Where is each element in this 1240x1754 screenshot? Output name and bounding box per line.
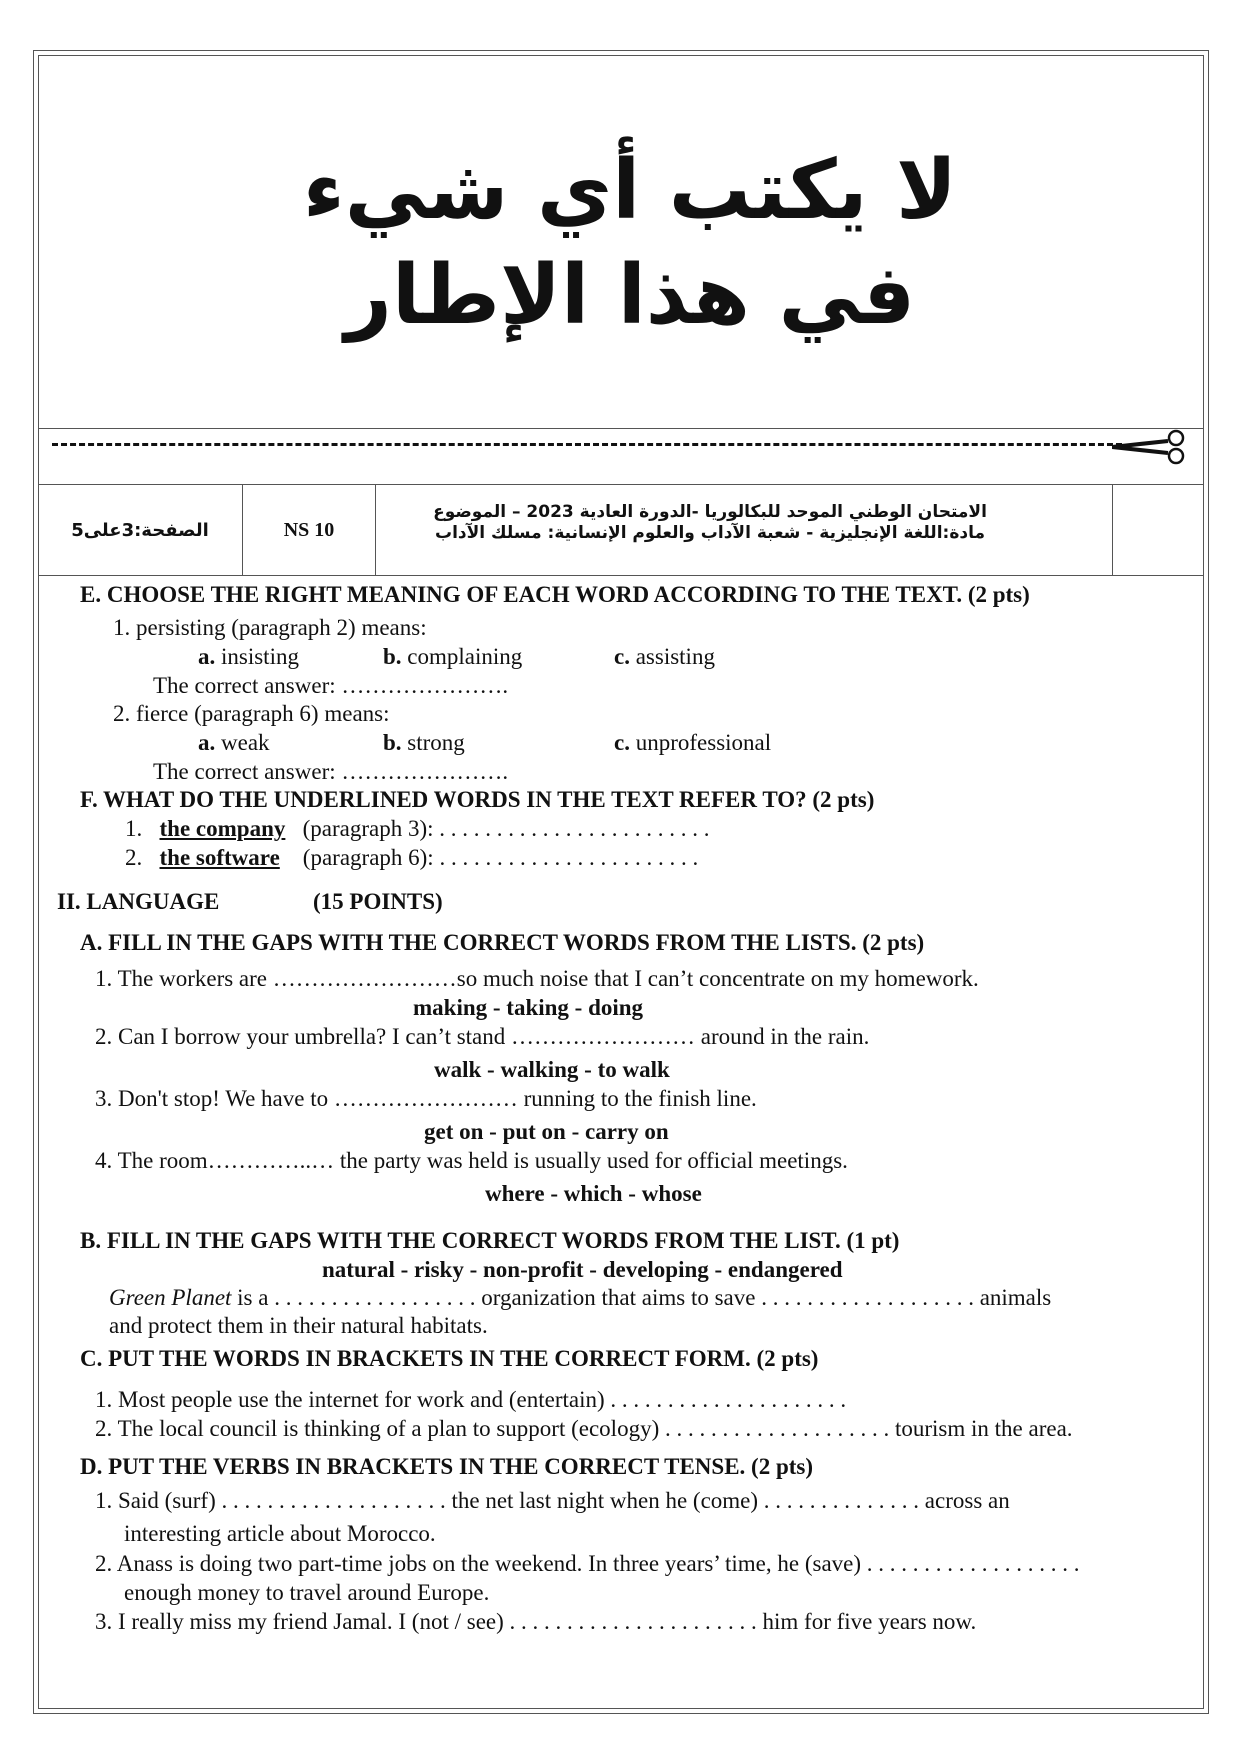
section-c-item-1: 1. Most people use the internet for work and (entertain) . . . . . . . . . . . . . . . . . . . . . (95, 1387, 847, 1412)
language-heading: II. LANGUAGE (57, 889, 220, 914)
section-e-q1-option-c: c. assisting (614, 644, 715, 669)
section-e-heading: E. CHOOSE THE RIGHT MEANING OF EACH WORD ACCORDING TO THE TEXT. (2 pts) (80, 582, 1030, 607)
header-table-top (38, 484, 1204, 485)
section-e-q2-option-b: b. strong (383, 730, 465, 755)
section-f-heading: F. WHAT DO THE UNDERLINED WORDS IN THE TEXT REFER TO? (2 pts) (80, 787, 875, 812)
warning-box-bottom (38, 428, 1204, 429)
section-a-options-3: get on - put on - carry on (424, 1119, 669, 1144)
section-a-options-2: walk - walking - to walk (434, 1057, 670, 1082)
section-a-sentence-4: 4. The room…………..… the party was held is usually used for official meetings. (95, 1148, 848, 1173)
cut-line (52, 443, 1122, 446)
section-a-sentence-2: 2. Can I borrow your umbrella? I can’t stand …………………… around in the rain. (95, 1024, 870, 1049)
section-d-line-4: enough money to travel around Europe. (124, 1580, 490, 1605)
warning-line-1: لا يكتب أي شيء (302, 143, 958, 238)
warning-line-2: في هذا الإطار (344, 248, 916, 343)
section-c-heading: C. PUT THE WORDS IN BRACKETS IN THE CORRECT FORM. (2 pts) (80, 1346, 819, 1371)
section-c-item-2: 2. The local council is thinking of a plan to support (ecology) . . . . . . . . . . . . . . . . . . . . tourism in the area. (95, 1416, 1073, 1441)
section-e-q1-option-a: a. insisting (198, 644, 299, 669)
section-e-q2-option-a: a. weak (198, 730, 270, 755)
section-e-q2: 2. fierce (paragraph 6) means: (113, 701, 390, 726)
exam-title (380, 502, 1040, 545)
section-b-options: natural - risky - non-profit - developing - endangered (322, 1257, 843, 1282)
section-b-line-1: Green Planet is a . . . . . . . . . . . . . . . . . . organization that aims to save . . . . . . . . . . . . . . . . . . . animals (109, 1285, 1052, 1310)
section-a-sentence-1: 1. The workers are ……………………so much noise that I can’t concentrate on my homework. (95, 966, 979, 991)
section-e-q1: 1. persisting (paragraph 2) means: (113, 615, 427, 640)
section-a-options-1: making - taking - doing (413, 995, 644, 1020)
header-table-bottom (38, 575, 1204, 576)
section-d-line-5: 3. I really miss my friend Jamal. I (not / see) . . . . . . . . . . . . . . . . . . . . . . him for five years now. (95, 1609, 977, 1634)
page-number: الصفحة:3على5 (71, 519, 209, 541)
exam-code: NS 10 (283, 518, 335, 541)
section-b-line-2: and protect them in their natural habitats. (109, 1313, 488, 1338)
section-e-q2-answer: The correct answer: …………………. (153, 759, 509, 784)
scissors-icon (1112, 427, 1192, 467)
header-divider-2 (375, 484, 376, 575)
exam-title-line-1: الامتحان الوطني الموحد للبكالوريا -الدورة العادية 2023 – الموضوع (433, 502, 987, 522)
header-divider-1 (242, 484, 243, 575)
section-a-heading: A. FILL IN THE GAPS WITH THE CORRECT WORDS FROM THE LISTS. (2 pts) (80, 930, 925, 955)
section-e-q2-option-c: c. unprofessional (614, 730, 772, 755)
section-d-heading: D. PUT THE VERBS IN BRACKETS IN THE CORRECT TENSE. (2 pts) (80, 1454, 814, 1479)
exam-title-line-2: مادة:اللغة الإنجليزية - شعبة الآداب والعلوم الإنسانية: مسلك الآداب (434, 523, 985, 544)
section-e-q1-answer: The correct answer: …………………. (153, 673, 509, 698)
header-divider-3 (1112, 484, 1113, 575)
section-d-line-1: 1. Said (surf) . . . . . . . . . . . . . . . . . . . . the net last night when he (come) . . . . . . . . . . . . . . across an (95, 1488, 1010, 1513)
section-d-line-3: 2. Anass is doing two part-time jobs on the weekend. In three years’ time, he (save) . . . . . . . . . . . . . . . . . . . (95, 1551, 1080, 1576)
section-f-item-1: 1. the company (paragraph 3): . . . . . . . . . . . . . . . . . . . . . . . . (125, 816, 710, 841)
section-f-item-2: 2. the software (paragraph 6): . . . . . . . . . . . . . . . . . . . . . . . (125, 845, 699, 870)
section-d-line-2: interesting article about Morocco. (124, 1521, 436, 1546)
section-a-sentence-3: 3. Don't stop! We have to …………………… running to the finish line. (95, 1086, 757, 1111)
section-e-q1-option-b: b. complaining (383, 644, 523, 669)
section-a-options-4: where - which - whose (485, 1181, 702, 1206)
section-b-heading: B. FILL IN THE GAPS WITH THE CORRECT WORDS FROM THE LIST. (1 pt) (80, 1228, 900, 1253)
language-points: (15 POINTS) (313, 889, 443, 914)
